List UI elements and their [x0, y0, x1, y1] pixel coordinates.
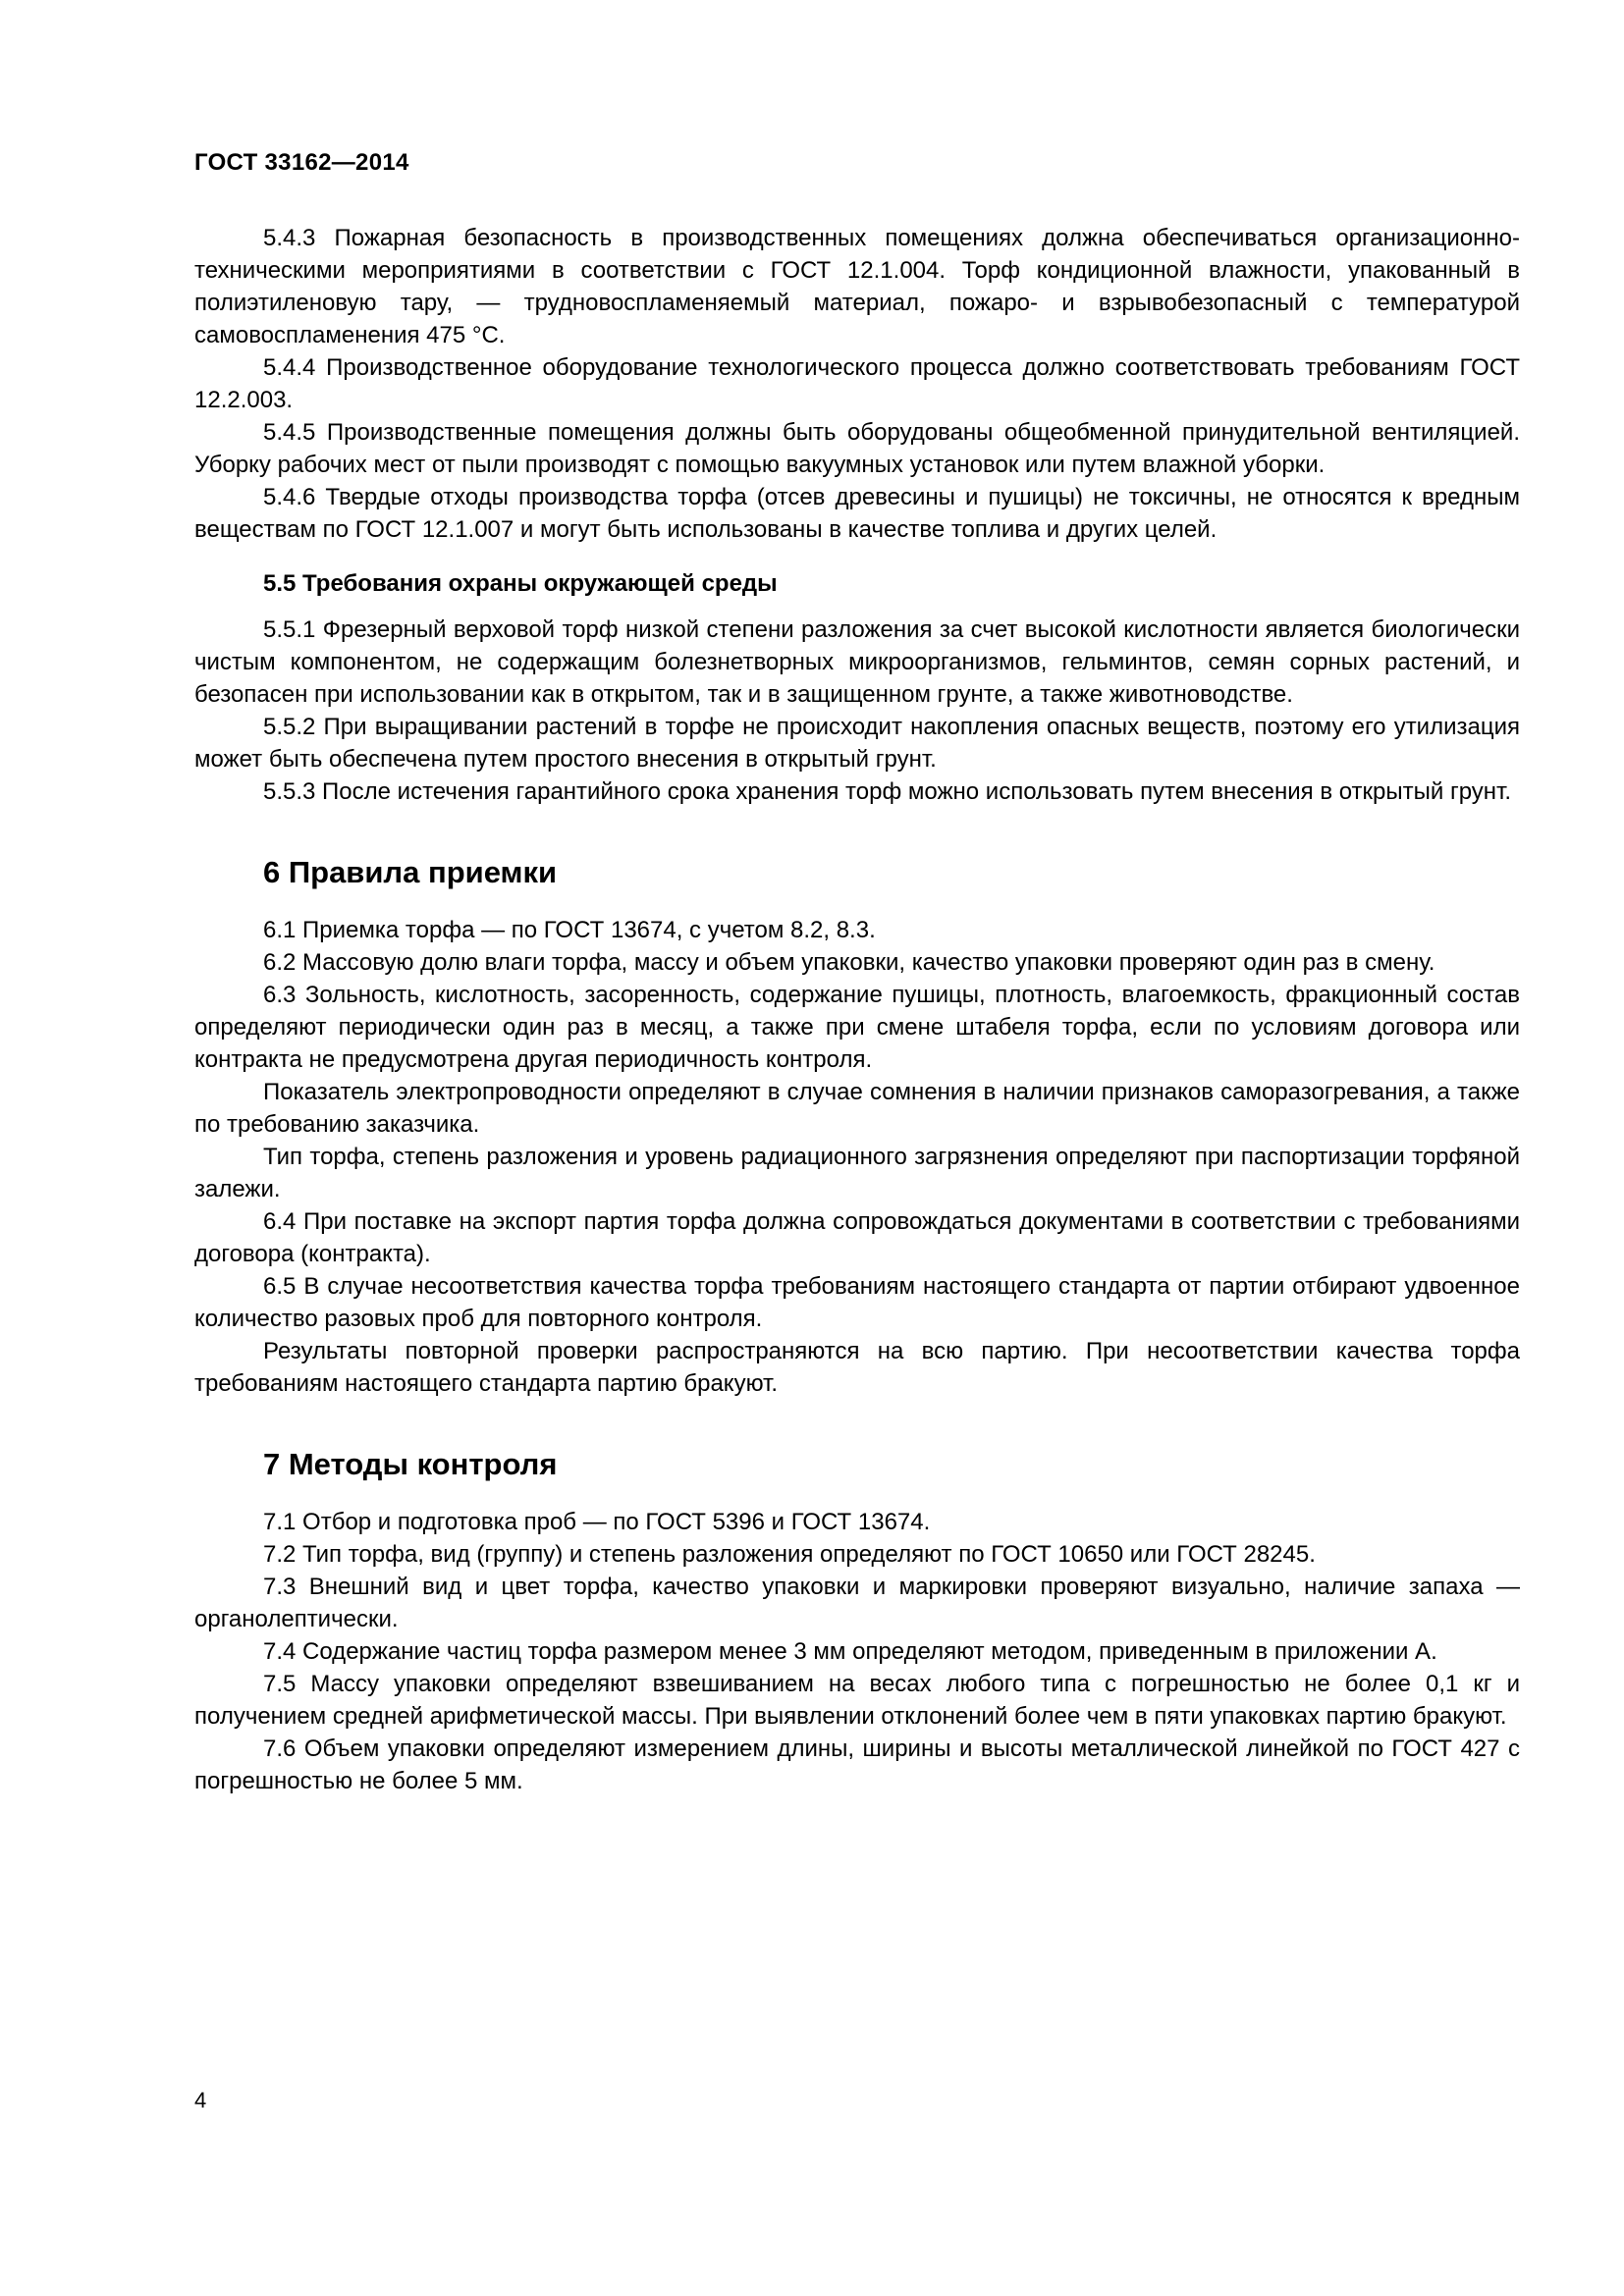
paragraph-5-5-2: 5.5.2 При выращивании растений в торфе не происходит накопления опасных веществ, поэтому его утилизация может быть обеспечена путем простого внесения в открытый грунт. [194, 714, 1520, 773]
paragraph-7-6: 7.6 Объем упаковки определяют измерением длины, ширины и высоты металлической линейкой по ГОСТ 427 с погрешностью не более 5 мм. [194, 1735, 1520, 1794]
paragraph-5-4-4: 5.4.4 Производственное оборудование технологического процесса должно соответствовать требованиям ГОСТ 12.2.003. [194, 354, 1520, 413]
paragraph-6-4: 6.4 При поставке на экспорт партия торфа должна сопровождаться документами в соответствии с требованиями договора (контракта). [194, 1208, 1520, 1267]
document-body [194, 222, 1520, 1797]
paragraph-5-5-1: 5.5.1 Фрезерный верховой торф низкой степени разложения за счет высокой кислотности является биологически чистым компонентом, не содержащим болезнетворных микроорганизмов, гельминтов, семян сорных растений, и безопасен при использовании как в открытом, так и в защищенном грунте, а также животноводстве. [194, 616, 1520, 708]
paragraph-5-4-3: 5.4.3 Пожарная безопасность в производственных помещениях должна обеспечиваться организационно-техническими мероприятиями в соответствии с ГОСТ 12.1.004. Торф кондиционной влажности, упакованный в полиэтиленовую тару, — трудновоспламеняемый материал, пожаро- и взрывобезопасный с температурой самовоспламенения 475 °С. [194, 225, 1520, 348]
paragraph-6-5: 6.5 В случае несоответствия качества торфа требованиям настоящего стандарта от партии отбирают удвоенное количество разовых проб для повторного контроля. [194, 1273, 1520, 1332]
document-header: ГОСТ 33162—2014 [194, 149, 409, 176]
paragraph-7-2: 7.2 Тип торфа, вид (группу) и степень разложения определяют по ГОСТ 10650 или ГОСТ 28245. [263, 1541, 1316, 1568]
paragraph-repeat-check: Результаты повторной проверки распространяются на всю партию. При несоответствии качества торфа требованиям настоящего стандарта партию бракуют. [194, 1338, 1520, 1397]
paragraph-6-3: 6.3 Зольность, кислотность, засоренность, содержание пушицы, плотность, влагоемкость, фракционный состав определяют периодически один раз в месяц, а также при смене штабеля торфа, если по условиям договора или контракта не предусмотрена другая периодичность контроля. [194, 982, 1520, 1073]
paragraph-electroconductivity: Показатель электропроводности определяют в случае сомнения в наличии признаков саморазогревания, а также по требованию заказчика. [194, 1079, 1520, 1138]
subsection-heading-5-5: 5.5 Требования охраны окружающей среды [263, 570, 778, 597]
paragraph-7-1: 7.1 Отбор и подготовка проб — по ГОСТ 5396 и ГОСТ 13674. [263, 1509, 931, 1535]
section-heading-7: 7 Методы контроля [263, 1447, 558, 1481]
paragraph-6-1: 6.1 Приемка торфа — по ГОСТ 13674, с учетом 8.2, 8.3. [263, 917, 876, 943]
paragraph-7-4: 7.4 Содержание частиц торфа размером менее 3 мм определяют методом, приведенным в приложении А. [263, 1638, 1437, 1665]
paragraph-7-3: 7.3 Внешний вид и цвет торфа, качество упаковки и маркировки проверяют визуально, наличие запаха — органолептически. [194, 1574, 1520, 1632]
paragraph-5-4-6: 5.4.6 Твердые отходы производства торфа (отсев древесины и пушицы) не токсичны, не относятся к вредным веществам по ГОСТ 12.1.007 и могут быть использованы в качестве топлива и других целей. [194, 484, 1520, 543]
section-heading-6: 6 Правила приемки [263, 855, 558, 889]
paragraph-7-5: 7.5 Массу упаковки определяют взвешиванием на весах любого типа с погрешностью не более 0,1 кг и получением средней арифметической массы. При выявлении отклонений более чем в пяти упаковках партию бракуют. [194, 1671, 1520, 1730]
paragraph-peat-type: Тип торфа, степень разложения и уровень радиационного загрязнения определяют при паспортизации торфяной залежи. [194, 1144, 1520, 1202]
paragraph-6-2: 6.2 Массовую долю влаги торфа, массу и объем упаковки, качество упаковки проверяют один раз в смену. [263, 949, 1435, 976]
paragraph-5-5-3: 5.5.3 После истечения гарантийного срока хранения торф можно использовать путем внесения в открытый грунт. [263, 778, 1512, 805]
paragraph-5-4-5: 5.4.5 Производственные помещения должны быть оборудованы общеобменной принудительной вентиляцией. Уборку рабочих мест от пыли производят с помощью вакуумных установок или путем влажной уборки. [194, 419, 1520, 478]
page-number: 4 [194, 2088, 207, 2112]
